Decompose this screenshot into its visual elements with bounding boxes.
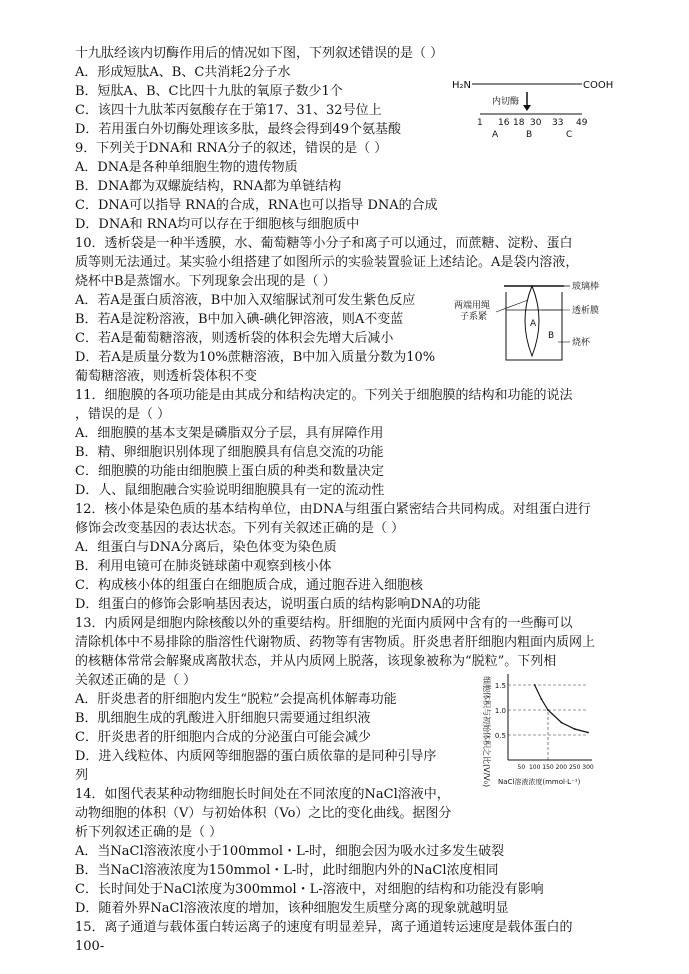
text-line: D．随着外界NaCl溶液浓度的增加，该种细胞发生质壁分离的现象就越明显	[75, 901, 509, 916]
position-label: 30	[530, 118, 542, 128]
text-line: A．当NaCl溶液浓度小于100mmol・L-时，细胞会因为吸水过多发生破裂	[75, 844, 505, 859]
text-line: 十九肽经该内切酶作用后的情况如下图，下列叙述错误的是（ ）	[75, 46, 444, 61]
segment-a-label: A	[492, 130, 499, 140]
text-line: ，错误的是（ ）	[75, 407, 171, 422]
text-line: 列	[75, 768, 89, 783]
text-line: 关叙述正确的是（ ）	[75, 673, 197, 688]
membrane-label: 透析膜	[572, 306, 600, 316]
text-line: C．DNA可以指导 RNA的合成，RNA也可以指导 DNA的合成	[75, 198, 438, 213]
text-line: D．组蛋白的修饰会影响基因表达，说明蛋白质的结构影响DNA的功能	[75, 597, 481, 612]
y-tick-label: 1.5	[494, 682, 506, 690]
string-label-1: 两端用绳	[454, 301, 491, 311]
x-tick-label: 250	[568, 764, 581, 771]
data-point	[574, 728, 576, 730]
solution-a-label: A	[530, 319, 537, 329]
position-label: 49	[576, 118, 588, 128]
chart-x-axis-label: NaCl溶液浓度(mmol·L⁻¹)	[498, 778, 581, 786]
curve-line	[535, 685, 588, 733]
h2n-label: H₂N	[452, 80, 472, 91]
text-line: A．肝炎患者的肝细胞内发生“脱粒”会提高机体解毒功能	[75, 692, 397, 707]
text-line: 质等则无法通过。某实验小组搭建了如图所示的实验装置验证上述结论。A是袋内溶液，	[75, 255, 579, 270]
x-tick-label: 100	[528, 764, 541, 771]
segment-b-label: B	[526, 130, 533, 140]
data-point	[587, 732, 589, 734]
solution-b-label: B	[548, 331, 555, 341]
x-tick-label: 300	[582, 764, 594, 771]
peptide-cleavage-diagram	[452, 74, 622, 140]
text-line: B．肌细胞生成的乳酸进入肝细胞只需要通过组织液	[75, 711, 371, 726]
enzyme-label: 内切酶	[492, 97, 520, 107]
text-line: D．DNA和 RNA均可以存在于细胞核与细胞质中	[75, 217, 360, 232]
text-line: 修饰会改变基因的表达状态。下列有关叙述正确的是（ ）	[75, 521, 405, 536]
text-line: B．DNA都为双螺旋结构，RNA都为单链结构	[75, 179, 342, 194]
data-point	[540, 698, 542, 700]
text-line: 14．如图代表某种动物细胞长时间处在不同浓度的NaCl溶液中，	[75, 787, 450, 802]
position-label: 1	[477, 118, 483, 128]
text-line: A．若A是蛋白质溶液，B中加入双缩脲试剂可发生紫色反应	[75, 293, 416, 308]
x-tick-label: 50	[517, 764, 526, 771]
text-line: A．组蛋白与DNA分离后，染色体变为染色质	[75, 540, 337, 555]
text-line: 15．离子通道与载体蛋白转运离子的速度有明显差异，离子通道转运速度是载体蛋白的	[75, 920, 573, 935]
text-line: C．细胞膜的功能由细胞膜上蛋白质的种类和数量决定	[75, 464, 384, 479]
text-line: 9．下列关于DNA和 RNA分子的叙述，错误的是（ ）	[75, 141, 388, 156]
cooh-label: COOH	[583, 80, 614, 91]
text-line: B．利用电镜可在肺炎链球菌中观察到核小体	[75, 559, 332, 574]
string-label-2: 子系紧	[460, 312, 488, 322]
text-line: 的核糖体常常会解聚成离散状态，并从内质网上脱落，该现象被称为“脱粒”。下列相	[75, 654, 557, 669]
text-line: 动物细胞的体积（V）与初始体积（Vo）之比的变化曲线。据图分	[75, 806, 452, 821]
data-point	[534, 684, 536, 686]
text-line: C．长时间处于NaCl浓度为300mmol・L-溶液中，对细胞的结构和功能没有影响	[75, 882, 544, 897]
text-line: A．形成短肽A、B、C共消耗2分子水	[75, 65, 291, 80]
text-line: A．DNA是各种单细胞生物的遗传物质	[75, 160, 298, 175]
position-label: 18	[513, 118, 525, 128]
position-labels	[477, 118, 588, 128]
position-label: 33	[552, 118, 564, 128]
text-line: 100-	[75, 939, 105, 954]
text-line: B．若A是淀粉溶液，B中加入碘-碘化钾溶液，则A不变蓝	[75, 312, 404, 327]
data-point	[560, 722, 562, 724]
data-point	[547, 709, 549, 711]
text-line: B．当NaCl溶液浓度为150mmol・L-时，此时细胞内外的NaCl浓度相同	[75, 863, 499, 878]
text-line: 13．内质网是细胞内除核酸以外的重要结构。肝细胞的光面内质网中含有的一些酶可以	[75, 616, 573, 631]
chart-y-axis-label: 细胞体积与初始体积之比(V/V₀)	[482, 676, 491, 788]
text-line: B．短肽A、B、C比四十九肽的氧原子数少1个	[75, 84, 343, 99]
x-tick-label: 200	[555, 764, 568, 771]
text-line: C．该四十九肽苯丙氨酸存在于第17、31、32号位上	[75, 103, 382, 118]
cell-volume-chart	[478, 670, 598, 788]
glass-rod-label: 玻璃棒	[572, 282, 600, 292]
text-line: 10．透析袋是一种半透膜，水、葡萄糖等小分子和离子可以通过，而蔗糖、淀粉、蛋白	[75, 236, 573, 251]
text-line: 清除机体中不易排除的脂溶性代谢物质、药物等有害物质。肝炎患者肝细胞内粗面内质网上	[75, 635, 596, 650]
text-line: 葡萄糖溶液，则透析袋体积不变	[75, 369, 258, 384]
text-line: B．精、卵细胞识别体现了细胞膜具有信息交流的功能	[75, 445, 384, 460]
dialysis-apparatus-diagram	[452, 276, 622, 368]
position-label: 16	[498, 118, 510, 128]
segment-c-label: C	[566, 130, 573, 140]
text-line: D．进入线粒体、内质网等细胞器的蛋白质依靠的是同种引导序	[75, 749, 437, 764]
text-line: C．若A是葡萄糖溶液，则透析袋的体积会先增大后减小	[75, 331, 394, 346]
text-line: 11．细胞膜的各项功能是由其成分和结构决定的。下列关于细胞膜的结构和功能的说法	[75, 388, 573, 403]
beaker-label: 烧杯	[572, 338, 591, 348]
text-line: D．人、鼠细胞融合实验说明细胞膜具有一定的流动性	[75, 483, 385, 498]
y-tick-label: 1.0	[494, 707, 506, 715]
text-line: D．若A是质量分数为10%蔗糖溶液，B中加入质量分数为10%	[75, 350, 436, 365]
text-line: C．肝炎患者的肝细胞内合成的分泌蛋白可能会减少	[75, 730, 371, 745]
text-line: D．若用蛋白外切酶处理该多肽，最终会得到49个氨基酸	[75, 122, 401, 137]
text-line: C．构成核小体的组蛋白在细胞质合成，通过胞吞进入细胞核	[75, 578, 423, 593]
text-line: 12．核小体是染色质的基本结构单位，由DNA与组蛋白紧密结合共同构成。对组蛋白进行	[75, 502, 591, 517]
text-line: 烧杯中B是蒸馏水。下列现象会出现的是（ ）	[75, 274, 336, 289]
x-tick-label: 150	[542, 764, 554, 771]
text-line: 析下列叙述正确的是（ ）	[75, 825, 223, 840]
y-tick-label: 0.5	[494, 732, 506, 740]
text-line: A．细胞膜的基本支架是磷脂双分子层，具有屏障作用	[75, 426, 384, 441]
